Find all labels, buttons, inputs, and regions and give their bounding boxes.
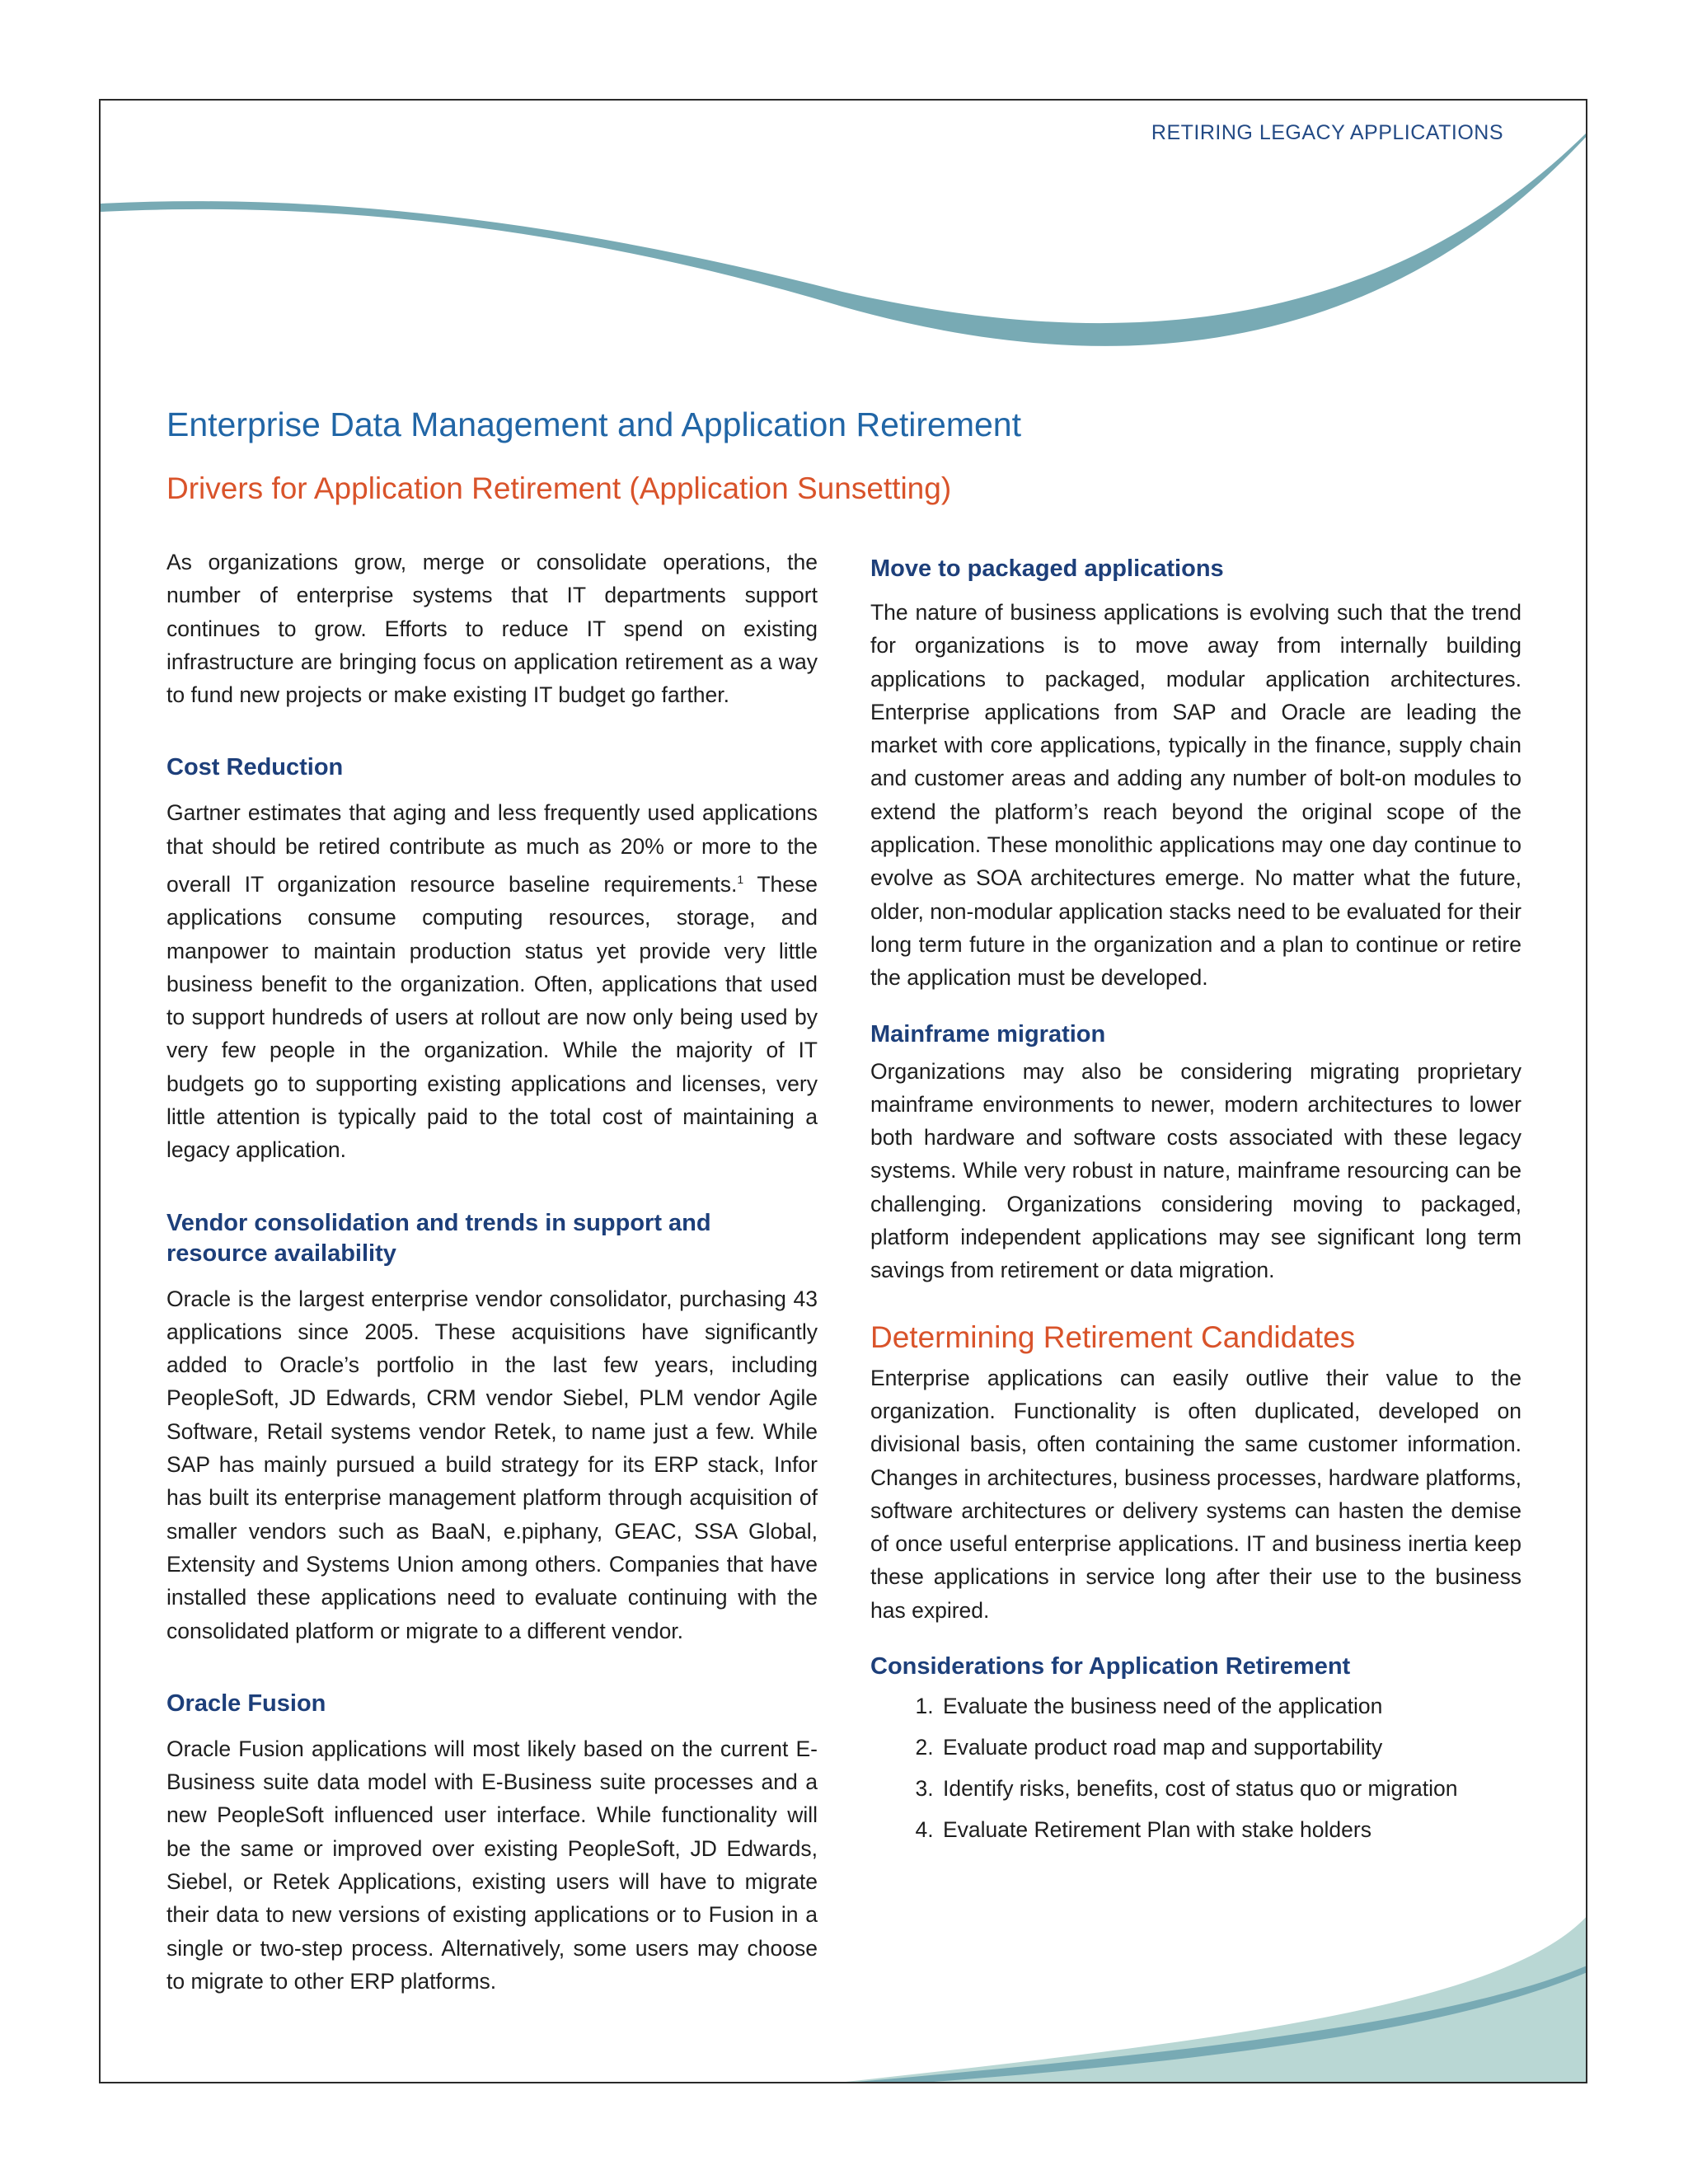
running-head: RETIRING LEGACY APPLICATIONS [1151, 121, 1503, 144]
vendor-consolidation-paragraph: Oracle is the largest enterprise vendor consolidator, purchasing 43 applications since 2005. These acquisitions have significantly added to Oracle’s portfolio in the last few years, including PeopleSoft, JD Edwards, CRM vendor Siebel, PLM vendor Agile Software, Retail systems vendor Retek, to name just a few. While SAP has mainly pursued a build strategy for its ERP stack, Infor has built its enterprise management platform through acquisition of smaller vendors such as BaaN, e.piphany, GEAC, SSA Global, Extensity and Systems Union among others. Companies that have installed these applications need to evaluate continuing with the consolidated platform or migrate to a different vendor. [166, 1286, 818, 1643]
right-column [870, 546, 1522, 1850]
page-subtitle: Drivers for Application Retirement (Application Sunsetting) [166, 471, 952, 505]
oracle-fusion-paragraph: Oracle Fusion applications will most likely based on the current E-Business suite data model with E-Business suite processes and a new PeopleSoft influenced user interface. While functionality will be the same or improved over existing PeopleSoft, JD Edwards, Siebel, or Retek Applications, existing users will have to migrate their data to new versions of existing applications or to Fusion in a single or two-step process. Alternatively, some users may choose to migrate to other ERP platforms. [166, 1736, 818, 1994]
retirement-candidates-heading: Determining Retirement Candidates [870, 1319, 1356, 1354]
intro-paragraph: As organizations grow, merge or consolidate operations, the number of enterprise systems that IT departments support continues to grow. Efforts to reduce IT spend on existing infrastructure are bringing focus on application retirement as a way to fund new projects or make existing IT budget go farther. [166, 550, 818, 708]
vendor-consolidation-heading: Vendor consolidation and trends in support and resource availability [166, 1209, 711, 1267]
list-item: 3. Identify risks, benefits, cost of status quo or migration [940, 1768, 1522, 1809]
retirement-candidates-paragraph: Enterprise applications can easily outlive their value to the organization. Functionality is often duplicated, developed on divisional basis, often containing the same customer information. Changes in architectures, business processes, hardware platforms, software architectures or delivery systems can hasten the demise of once useful enterprise applications. IT and business inertia keep these applications in service long after their use to the business has expired. [870, 1365, 1522, 1623]
cost-reduction-text-b: These applications consume computing resources, storage, and manpower to maintain production status yet provide very little business benefit to the organization. Often, applications that used to support hundreds of users at rollout are now only being used by very few people in the organization. While the majority of IT budgets go to supporting existing applications and licenses, very little attention is typically paid to the total cost of maintaining a legacy application. [166, 871, 818, 1163]
packaged-apps-paragraph: The nature of business applications is evolving such that the trend for organizations is to move away from internally building applications to packaged, modular application architectures. Enterprise applications from SAP and Oracle are leading the market with core applications, typically in the finance, supply chain and customer areas and adding any number of bolt-on modules to extend the platform’s reach beyond the original scope of the application. These monolithic applications may one day continue to evolve as SOA architectures emerge. No matter what the future, older, non-modular application stacks need to be evaluated for their long term future in the organization and a plan to continue or retire the application must be developed. [870, 600, 1522, 991]
oracle-fusion-heading: Oracle Fusion [166, 1690, 326, 1717]
list-item: 1. Evaluate the business need of the application [940, 1685, 1522, 1727]
list-item: 4. Evaluate Retirement Plan with stake holders [940, 1809, 1522, 1850]
considerations-heading: Considerations for Application Retirement [870, 1653, 1351, 1680]
mainframe-migration-paragraph: Organizations may also be considering migrating proprietary mainframe environments to newer, modern architectures to lower both hardware and software costs associated with these legacy systems. While very robust in nature, mainframe resourcing can be challenging. Organizations considering moving to packaged, platform independent applications may see significant long term savings from retirement or data migration. [870, 1058, 1522, 1283]
cost-reduction-paragraph [166, 796, 818, 1166]
page-title: Enterprise Data Management and Application Retirement [166, 405, 1021, 443]
footnote-marker: 1 [737, 873, 744, 887]
page-frame [99, 99, 1587, 2083]
considerations-list [870, 1685, 1522, 1850]
cost-reduction-text-a: Gartner estimates that aging and less frequently used applications that should be retired contribute as much as 20% or more to the overall IT organization resource baseline requirements. [166, 800, 818, 897]
packaged-apps-heading: Move to packaged applications [870, 555, 1224, 582]
list-item: 2. Evaluate product road map and supportability [940, 1727, 1522, 1768]
mainframe-migration-heading: Mainframe migration [870, 1020, 1106, 1047]
decorative-wave-bottom [101, 1914, 1587, 2083]
cost-reduction-heading: Cost Reduction [166, 754, 344, 781]
left-column [166, 546, 818, 1998]
